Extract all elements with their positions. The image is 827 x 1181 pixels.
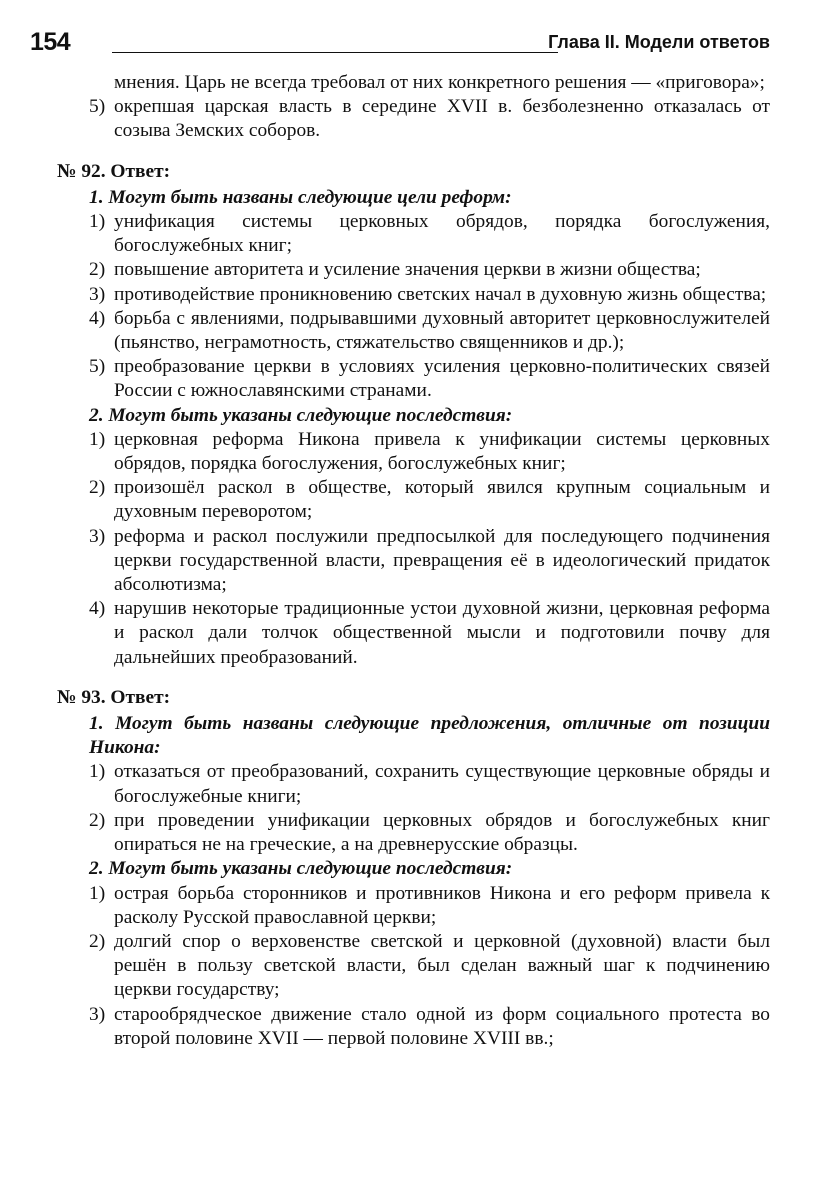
item-number: 1)	[89, 211, 106, 233]
item-text: преобразование церкви в условиях усиления церковно-политических связей России с южнославянскими странами.	[114, 356, 770, 402]
item-text: церковная реформа Никона привела к унификации системы церковных обрядов, порядка богослужения, богослужебных книг;	[114, 428, 770, 475]
q92-part1-title: 1. Могут быть названы следующие цели реформ:	[89, 186, 512, 208]
list-item	[57, 307, 770, 355]
item-number: 1)	[89, 428, 106, 450]
list-item	[57, 258, 770, 282]
list-item	[57, 525, 770, 598]
item-number: 3)	[89, 283, 106, 305]
page-number: 154	[30, 28, 71, 56]
item-number: 5)	[89, 356, 106, 378]
item-number: 4)	[89, 307, 106, 329]
page-header	[30, 28, 770, 62]
item-text: повышение авторитета и усиление значения церкви в жизни общества;	[114, 259, 701, 281]
chapter-title: Глава II. Модели ответов	[548, 32, 770, 52]
item-text: окрепшая царская власть в середине XVII в. безболезненно отказалась от созыва Земских соборов.	[114, 96, 770, 142]
q92-part2-title: 2. Могут быть указаны следующие последствия:	[89, 404, 513, 426]
list-item	[57, 882, 770, 930]
q93-part2-list	[57, 882, 770, 1051]
item-number: 3)	[89, 1003, 106, 1025]
item-text: противодействие проникновению светских начал в духовную жизнь общества;	[114, 283, 767, 305]
item-number: 5)	[89, 96, 106, 118]
item-text: реформа и раскол послужили предпосылкой для последующего подчинения церкви государственной власти, превращения её в идеологический придаток абсолютизма;	[114, 525, 770, 596]
item-number: 3)	[89, 525, 106, 547]
item-number: 2)	[89, 809, 106, 831]
list-item	[57, 597, 770, 670]
header-rule	[112, 52, 558, 53]
list-item	[57, 95, 770, 143]
continuation-text: мнения. Царь не всегда требовал от них конкретного решения — «приговора»;	[114, 72, 765, 93]
item-text: унификация системы церковных обрядов, порядка богослужения, богослужебных книг;	[114, 211, 770, 257]
q92-part2-list	[57, 428, 770, 670]
item-number: 2)	[89, 259, 106, 281]
q93-part1-title: 1. Могут быть названы следующие предложения, отличные от позиции Никона:	[89, 713, 770, 759]
item-text: при проведении унификации церковных обрядов и богослужебных книг опираться не на греческие, а на древнерусские образцы.	[114, 809, 770, 856]
answer-heading-92: № 92. Ответ:	[57, 160, 171, 182]
list-item	[57, 1003, 770, 1051]
item-text: произошёл раскол в обществе, который явился крупным социальным и духовным переворотом;	[114, 477, 770, 523]
q93-part1-list	[57, 760, 770, 857]
list-item	[57, 476, 770, 524]
item-text: острая борьба сторонников и противников Никона и его реформ привела к расколу Русской православной церкви;	[114, 882, 770, 928]
item-number: 1)	[89, 761, 106, 783]
item-text: борьба с явлениями, подрывавшими духовный авторитет церковнослужителей (пьянство, неграмотность, стяжательство священников и др.);	[114, 307, 770, 354]
list-item	[57, 809, 770, 857]
item-text: нарушив некоторые традиционные устои духовной жизни, церковная реформа и раскол дали толчок общественной мысли и подготовили почву для дальнейших преобразований.	[114, 598, 770, 668]
list-item	[57, 355, 770, 403]
list-item	[57, 283, 770, 307]
page-body	[57, 71, 770, 1051]
q93-part2-title: 2. Могут быть указаны следующие последствия:	[89, 858, 513, 880]
item-text: отказаться от преобразований, сохранить существующие церковные обряды и богослужебные книги;	[114, 761, 770, 807]
answer-heading-93: № 93. Ответ:	[57, 686, 171, 708]
item-number: 2)	[89, 930, 106, 952]
list-item	[57, 760, 770, 808]
list-item	[57, 428, 770, 476]
item-number: 1)	[89, 882, 106, 904]
q92-part1-list	[57, 210, 770, 404]
item-text: старообрядческое движение стало одной из форм социального протеста во второй половине XVII — первой половине XVIII вв.;	[114, 1003, 770, 1049]
item-number: 4)	[89, 598, 106, 620]
item-number: 2)	[89, 477, 106, 499]
list-item	[57, 210, 770, 258]
item-text: долгий спор о верховенстве светской и церковной (духовной) власти был решён в пользу светской власти, был сделан важный шаг к подчинению церкви государству;	[114, 930, 770, 1001]
list-item	[57, 930, 770, 1003]
